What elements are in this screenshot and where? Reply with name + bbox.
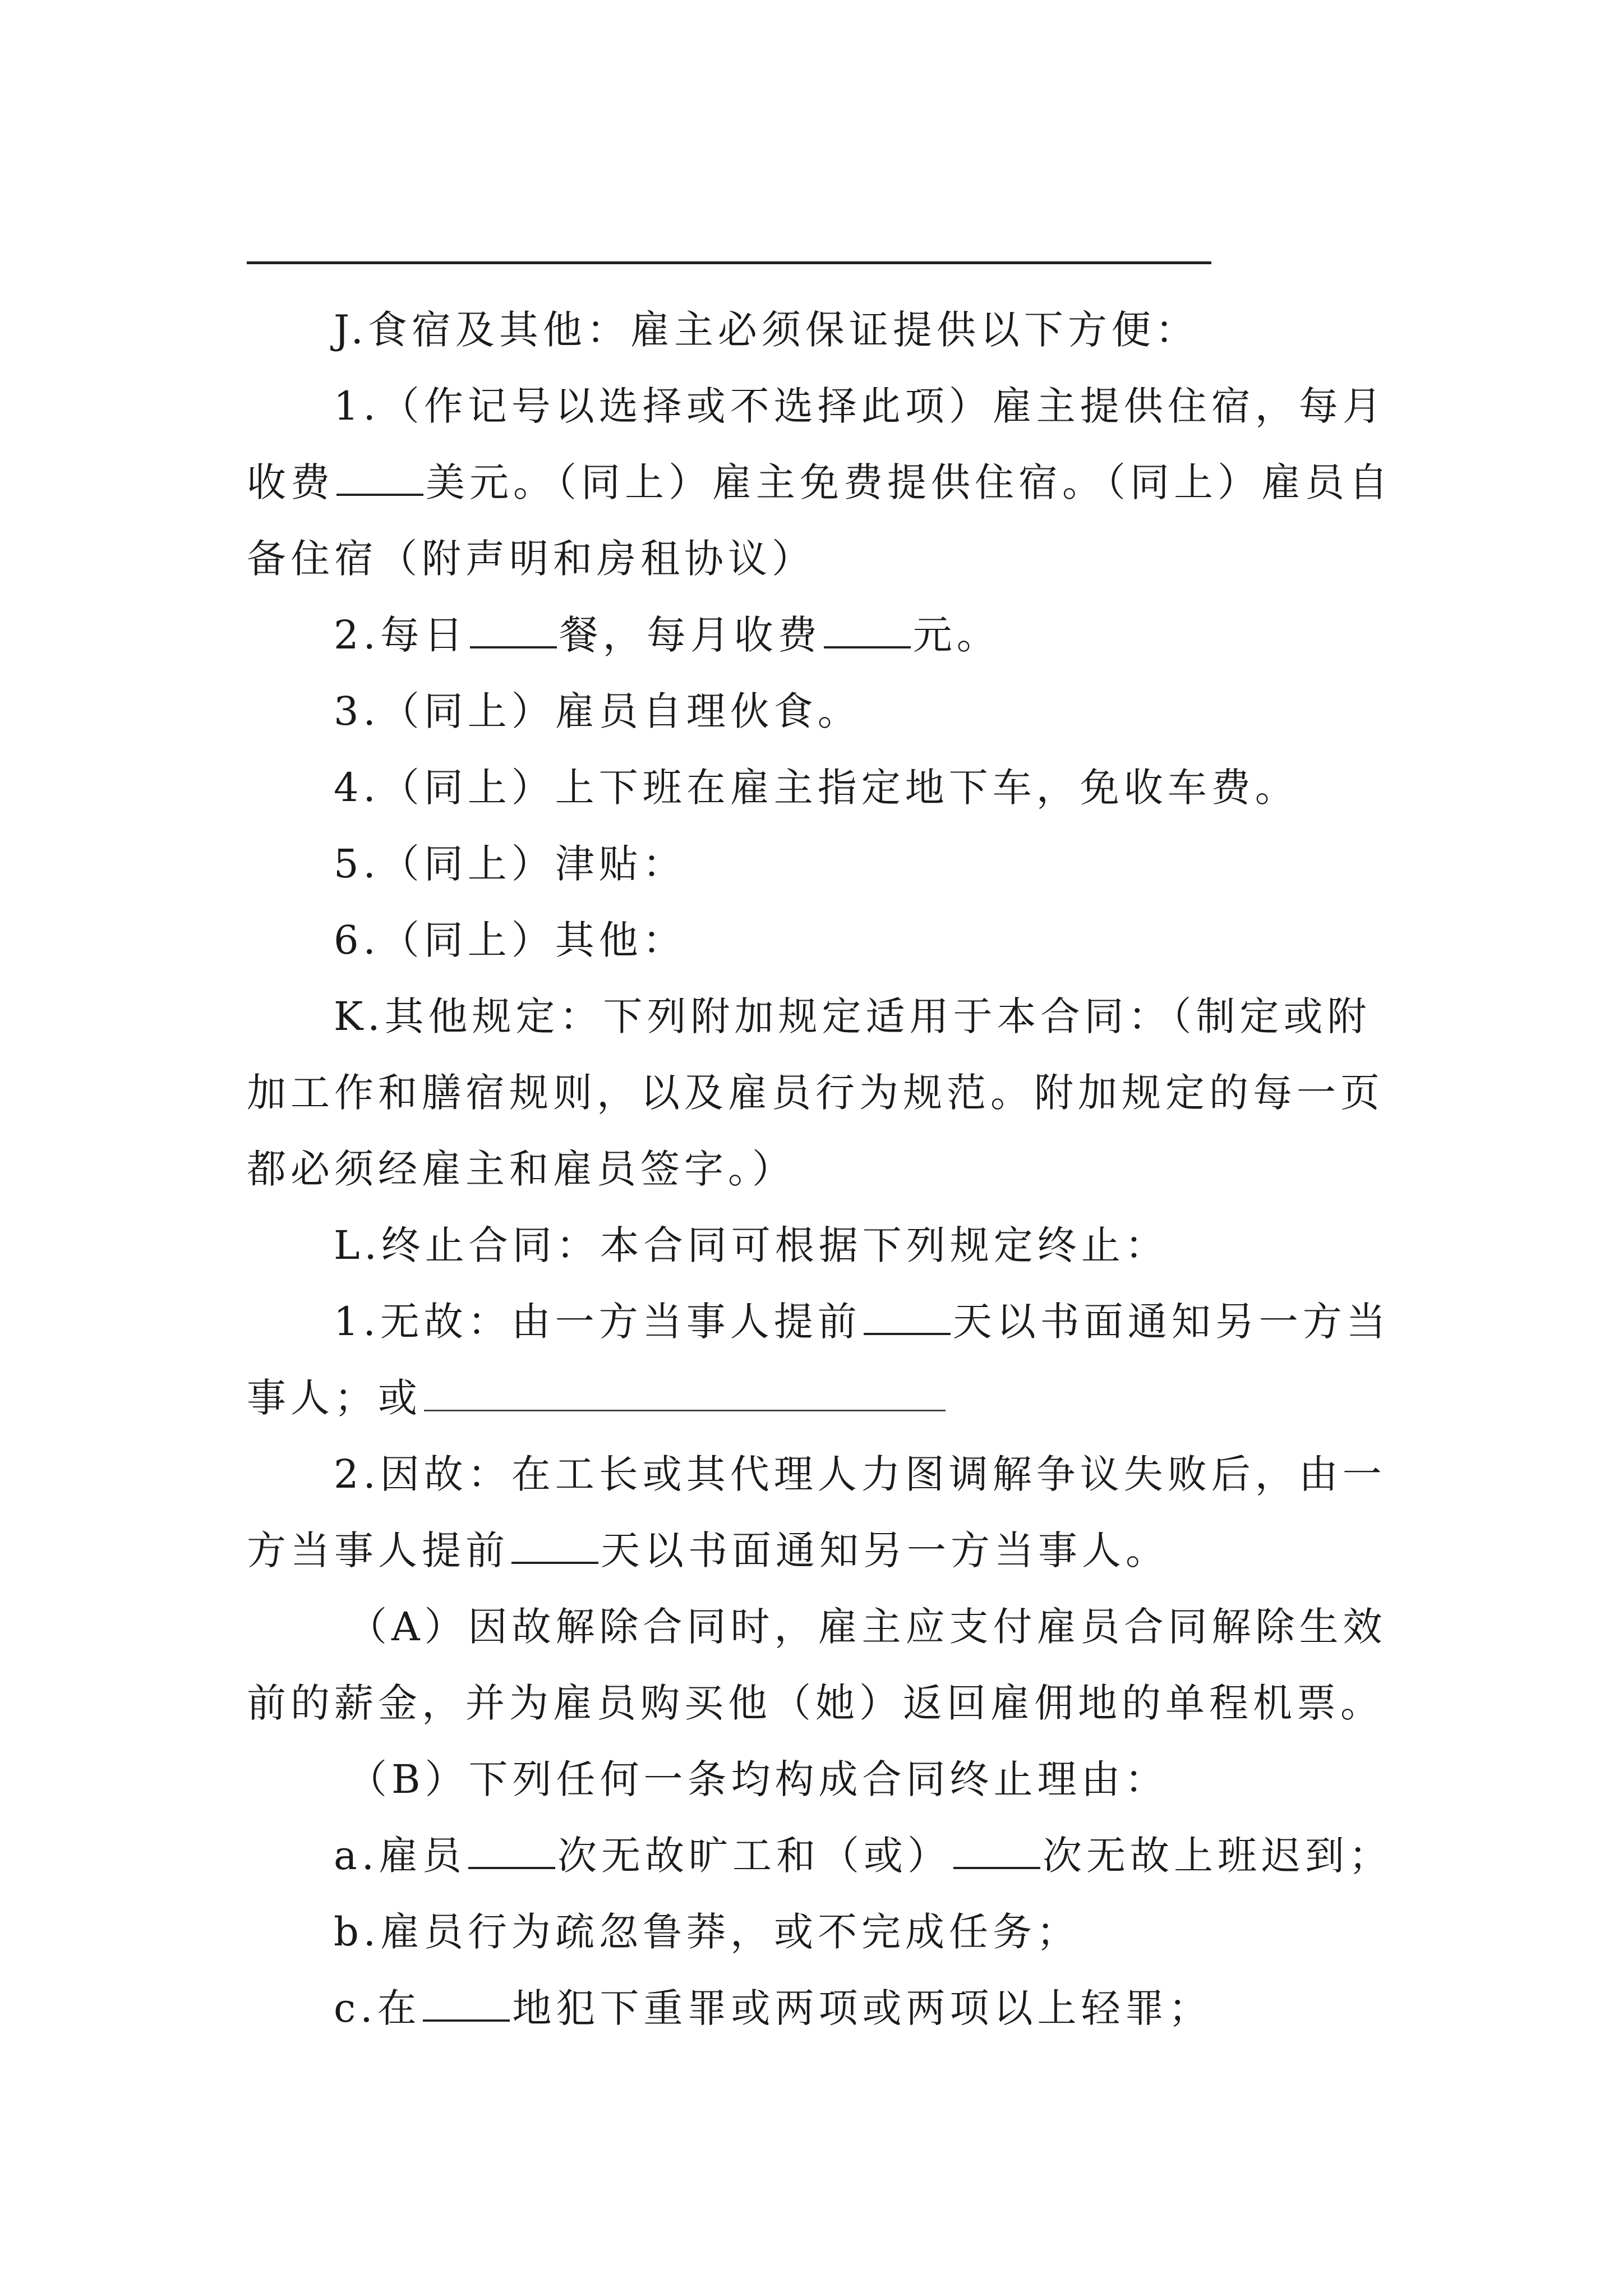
section-l-item-1-cont xyxy=(247,1360,1380,1436)
section-k-cont xyxy=(247,1131,1380,1207)
line-text: 元。 xyxy=(912,612,1000,658)
line-text: 事人；或 xyxy=(247,1375,422,1421)
contract-text xyxy=(247,292,1393,2046)
line-text: 方当事人提前 xyxy=(247,1527,509,1573)
line-text: （B）下列任何一条均构成合同终止理由： xyxy=(348,1756,1169,1802)
section-j-item-4 xyxy=(247,749,1380,826)
section-j-item-6 xyxy=(247,902,1380,978)
line-text: 5.（同上）津贴： xyxy=(334,841,686,887)
section-l-clause-b xyxy=(247,1741,1380,1818)
section-j-item-3 xyxy=(247,673,1380,749)
line-text: 1.无故：由一方当事人提前 xyxy=(334,1299,861,1345)
section-l-clause-a-cont xyxy=(247,1665,1384,1741)
line-text: 2.因故：在工长或其代理人力图调解争议失败后，由一 xyxy=(334,1451,1386,1497)
section-k-heading xyxy=(247,978,1380,1055)
line-text: 备住宿（附声明和房租协议） xyxy=(247,536,815,582)
line-text: 都必须经雇主和雇员签字。） xyxy=(247,1146,796,1192)
line-text: 次无故旷工和（或） xyxy=(557,1833,951,1879)
line-text: 美元。（同上）雇主免费提供住宿。（同上）雇员自 xyxy=(426,459,1393,505)
fill-blank xyxy=(511,1526,598,1564)
section-l-item-2 xyxy=(247,1436,1386,1512)
line-text: 1.（作记号以选择或不选择此项）雇主提供住宿，每月 xyxy=(334,383,1386,429)
line-text: 天以书面通知另一方当事人。 xyxy=(601,1527,1169,1573)
section-l-item-2-cont xyxy=(247,1512,1380,1589)
section-j-item-1 xyxy=(247,368,1386,444)
fill-blank-long xyxy=(424,1374,946,1411)
line-text: 加工作和膳宿规则，以及雇员行为规范。附加规定的每一页 xyxy=(247,1070,1384,1116)
fill-blank xyxy=(336,458,423,496)
section-l-heading xyxy=(247,1207,1380,1283)
line-text: （A）因故解除合同时，雇主应支付雇员合同解除生效 xyxy=(348,1604,1387,1650)
section-j-item-1-cont xyxy=(247,444,1393,521)
line-text: b.雇员行为疏忽鲁莽，或不完成任务； xyxy=(334,1909,1081,1955)
fill-blank xyxy=(470,610,557,648)
line-text: 天以书面通知另一方当 xyxy=(952,1299,1390,1345)
section-j-item-1-cont xyxy=(247,521,1380,597)
line-text: a.雇员 xyxy=(334,1833,466,1879)
line-text: 收费 xyxy=(247,459,334,505)
section-j-item-2 xyxy=(247,597,1380,673)
line-text: 次无故上班迟到； xyxy=(1042,1833,1393,1879)
section-j-heading xyxy=(247,292,1380,368)
section-l-clause-b-item-a xyxy=(247,1818,1393,1894)
line-text: c.在 xyxy=(334,1985,421,2031)
fill-blank xyxy=(953,1831,1040,1869)
fill-blank xyxy=(468,1831,555,1869)
line-text: 6.（同上）其他： xyxy=(334,917,686,963)
section-j-item-5 xyxy=(247,826,1380,902)
line-text: J.食宿及其他：雇主必须保证提供以下方便： xyxy=(334,307,1199,353)
fill-blank xyxy=(864,1297,951,1335)
line-text: 2.每日 xyxy=(334,612,468,658)
section-l-clause-a xyxy=(247,1589,1387,1665)
section-l-clause-b-item-c xyxy=(247,1970,1380,2046)
section-l-clause-b-item-b xyxy=(247,1894,1380,1970)
line-text: 4.（同上）上下班在雇主指定地下车，免收车费。 xyxy=(334,765,1299,811)
line-text: 3.（同上）雇员自理伙食。 xyxy=(334,688,861,734)
line-text: K.其他规定：下列附加规定适用于本合同：（制定或附 xyxy=(334,993,1371,1039)
line-text: L.终止合同：本合同可根据下列规定终止： xyxy=(334,1222,1169,1268)
top-rule xyxy=(247,261,1211,264)
line-text: 餐，每月收费 xyxy=(559,612,822,658)
line-text: 地犯下重罪或两项或两项以上轻罪； xyxy=(512,1985,1212,2031)
fill-blank xyxy=(423,1984,510,2022)
fill-blank xyxy=(824,610,911,648)
line-text: 前的薪金，并为雇员购买他（她）返回雇佣地的单程机票。 xyxy=(247,1680,1384,1726)
section-l-item-1 xyxy=(247,1283,1390,1360)
section-k-cont xyxy=(247,1055,1384,1131)
